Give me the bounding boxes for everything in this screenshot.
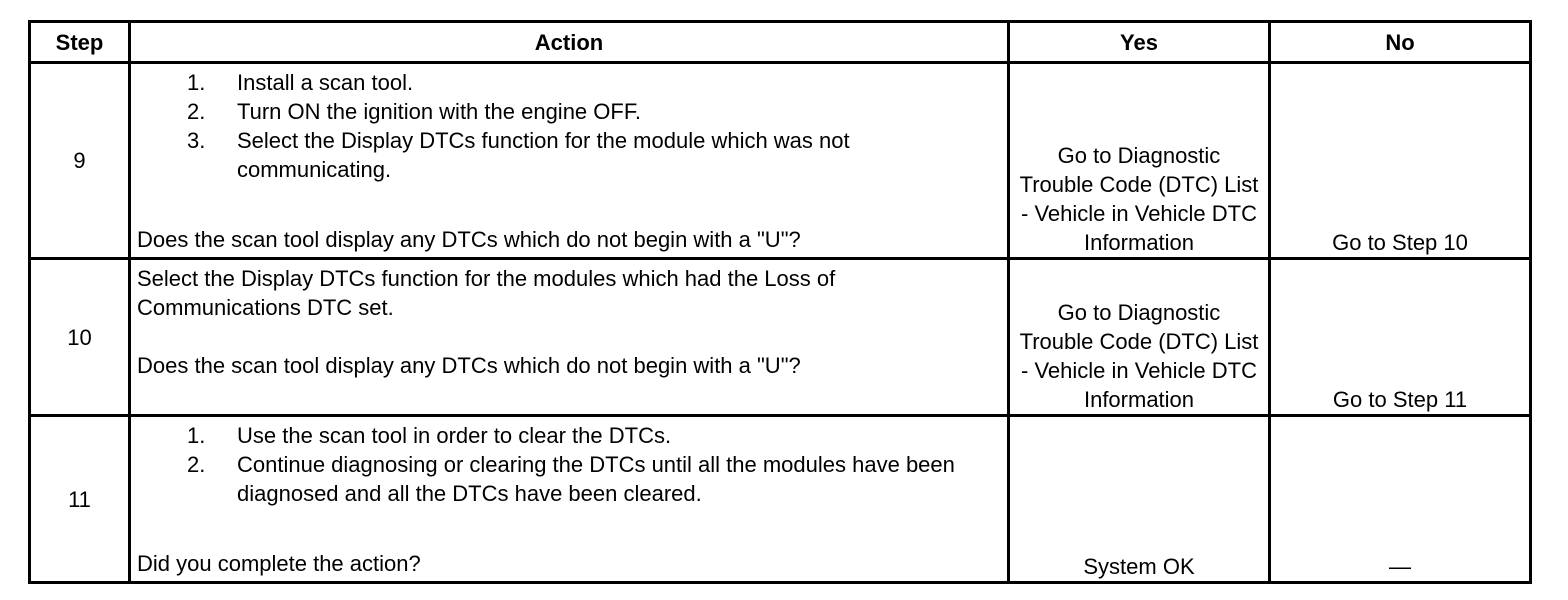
yes-cell — [1009, 63, 1270, 259]
diagnostic-steps-table — [28, 20, 1532, 584]
no-result: — — [1389, 554, 1411, 579]
list-item-number: 1. — [187, 423, 206, 448]
no-cell — [1270, 259, 1531, 416]
action-cell — [130, 259, 1009, 416]
header-step: Step — [30, 22, 130, 63]
yes-result: Go to Diagnostic Trouble Code (DTC) List - Vehicle in Vehicle DTC Information — [1019, 300, 1259, 412]
action-paragraph: Select the Display DTCs function for the modules which had the Loss of Communications DTC set. — [137, 266, 836, 320]
list-item — [137, 126, 1001, 184]
step-number: 9 — [30, 63, 130, 259]
no-cell — [1270, 63, 1531, 259]
list-item-text: Select the Display DTCs function for the module which was not communicating. — [237, 128, 850, 182]
list-item — [137, 450, 1001, 508]
list-item-text: Use the scan tool in order to clear the DTCs. — [237, 423, 672, 448]
no-result: Go to Step 10 — [1332, 230, 1468, 255]
list-item-text: Turn ON the ignition with the engine OFF. — [237, 99, 641, 124]
list-item-number: 2. — [187, 452, 206, 477]
list-item-number: 2. — [187, 99, 206, 124]
yes-result: Go to Diagnostic Trouble Code (DTC) List - Vehicle in Vehicle DTC Information — [1019, 143, 1259, 255]
action-cell — [130, 63, 1009, 259]
header-yes: Yes — [1009, 22, 1270, 63]
list-item-text: Continue diagnosing or clearing the DTCs until all the modules have been diagnosed and all the DTCs have been cleared. — [237, 452, 955, 506]
header-no: No — [1270, 22, 1531, 63]
table-row-step-10 — [30, 259, 1531, 416]
no-cell — [1270, 416, 1531, 583]
list-item — [137, 97, 1001, 126]
list-item — [137, 421, 1001, 450]
yes-cell — [1009, 259, 1270, 416]
step-number: 11 — [30, 416, 130, 583]
step-number: 10 — [30, 259, 130, 416]
yes-result: System OK — [1083, 554, 1195, 579]
action-question: Did you complete the action? — [137, 551, 421, 576]
header-row — [30, 22, 1531, 63]
action-cell — [130, 416, 1009, 583]
no-result: Go to Step 11 — [1332, 387, 1468, 412]
action-question: Does the scan tool display any DTCs which do not begin with a "U"? — [137, 353, 801, 378]
table-row-step-11 — [30, 416, 1531, 583]
action-list — [137, 68, 1001, 184]
table-row-step-9 — [30, 63, 1531, 259]
action-question: Does the scan tool display any DTCs which do not begin with a "U"? — [137, 227, 801, 252]
yes-cell — [1009, 416, 1270, 583]
header-action: Action — [130, 22, 1009, 63]
list-item — [137, 68, 1001, 97]
list-item-number: 3. — [187, 128, 206, 153]
list-item-text: Install a scan tool. — [237, 70, 414, 95]
list-item-number: 1. — [187, 70, 206, 95]
action-list — [137, 421, 1001, 508]
